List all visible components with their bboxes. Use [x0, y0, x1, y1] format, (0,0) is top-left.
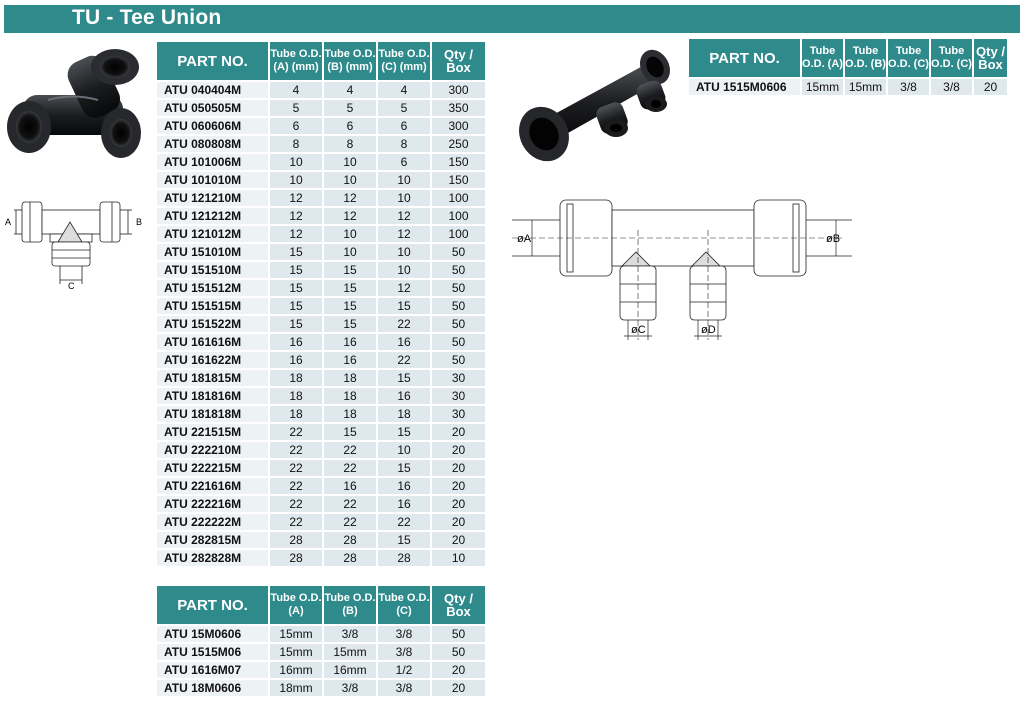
table-cell: 22 — [378, 316, 430, 332]
table-cell: 10 — [324, 226, 376, 242]
table-cell: 12 — [378, 280, 430, 296]
part-number-cell: ATU 121012M — [157, 226, 268, 242]
table-cell: 16 — [270, 352, 322, 368]
table-cell: 8 — [270, 136, 322, 152]
table-cell: 15 — [378, 532, 430, 548]
table-cell: 15mm — [270, 626, 322, 642]
table-cell: 16 — [378, 496, 430, 512]
table-row — [157, 442, 485, 458]
table-row — [157, 208, 485, 224]
part-number-cell: ATU 15M0606 — [157, 626, 268, 642]
table-cell: 8 — [324, 136, 376, 152]
header-tube-c: Tube O.D. (C) — [378, 586, 430, 624]
table-row — [157, 662, 485, 678]
table-cell: 10 — [324, 154, 376, 170]
header-part-no: PART NO. — [157, 42, 268, 80]
table-cell: 100 — [432, 226, 485, 242]
table-cell: 20 — [432, 680, 485, 696]
table-header-row — [157, 42, 485, 80]
part-number-cell: ATU 151522M — [157, 316, 268, 332]
table-cell: 5 — [378, 100, 430, 116]
table-cell: 20 — [432, 478, 485, 494]
part-number-cell: ATU 060606M — [157, 118, 268, 134]
table-row — [157, 226, 485, 242]
table-cell: 50 — [432, 298, 485, 314]
table-cell: 4 — [378, 82, 430, 98]
table-cell: 15 — [378, 298, 430, 314]
table-row — [157, 460, 485, 476]
header-part-no: PART NO. — [689, 39, 800, 77]
part-number-cell: ATU 222210M — [157, 442, 268, 458]
manifold-table — [687, 37, 1009, 97]
table-row — [157, 514, 485, 530]
header-tube-c: Tube O.D. (C) — [888, 39, 929, 77]
part-number-cell: ATU 1616M07 — [157, 662, 268, 678]
table-cell: 20 — [432, 514, 485, 530]
table-cell: 18 — [270, 370, 322, 386]
table-cell: 15 — [324, 424, 376, 440]
table-row — [157, 680, 485, 696]
header-part-no: PART NO. — [157, 586, 268, 624]
table-cell: 12 — [324, 190, 376, 206]
table-cell: 22 — [324, 496, 376, 512]
table-row — [157, 172, 485, 188]
table-cell: 15 — [270, 298, 322, 314]
table-cell: 3/8 — [324, 626, 376, 642]
table-cell: 10 — [378, 244, 430, 260]
table-row — [157, 154, 485, 170]
table-cell: 16 — [324, 334, 376, 350]
table-cell: 150 — [432, 172, 485, 188]
table-cell: 150 — [432, 154, 485, 170]
manifold-diagram — [512, 190, 857, 350]
table-row — [157, 100, 485, 116]
table-row — [157, 334, 485, 350]
manifold-label-c: øC — [631, 324, 646, 336]
table-body — [689, 79, 1007, 95]
table-header-row — [157, 586, 485, 624]
part-number-cell: ATU 151515M — [157, 298, 268, 314]
table-cell: 15 — [324, 298, 376, 314]
table-cell: 4 — [270, 82, 322, 98]
part-number-cell: ATU 040404M — [157, 82, 268, 98]
part-number-cell: ATU 151010M — [157, 244, 268, 260]
table-cell: 15 — [270, 262, 322, 278]
table-cell: 15 — [270, 244, 322, 260]
table-cell: 300 — [432, 118, 485, 134]
table-cell: 28 — [324, 532, 376, 548]
table-row — [157, 316, 485, 332]
table-cell: 15 — [270, 316, 322, 332]
table-cell: 22 — [270, 496, 322, 512]
table-cell: 15 — [378, 460, 430, 476]
part-number-cell: ATU 151510M — [157, 262, 268, 278]
table-cell: 15mm — [845, 79, 886, 95]
page-title: TU - Tee Union — [72, 6, 222, 29]
table-cell: 18mm — [270, 680, 322, 696]
table-row — [157, 82, 485, 98]
table-cell: 16mm — [324, 662, 376, 678]
part-number-cell: ATU 151512M — [157, 280, 268, 296]
table-cell: 15 — [324, 280, 376, 296]
header-tube-b: Tube O.D. (B) — [845, 39, 886, 77]
table-cell: 30 — [432, 406, 485, 422]
header-qty-box: Qty / Box — [432, 586, 485, 624]
table-cell: 6 — [270, 118, 322, 134]
table-cell: 22 — [324, 460, 376, 476]
table-cell: 50 — [432, 316, 485, 332]
part-number-cell: ATU 121210M — [157, 190, 268, 206]
table-row — [157, 644, 485, 660]
table-cell: 16mm — [270, 662, 322, 678]
table-cell: 20 — [432, 532, 485, 548]
tee-union-diagram — [0, 192, 152, 292]
header-tube-a: Tube O.D. (A) — [270, 586, 322, 624]
table-cell: 4 — [324, 82, 376, 98]
table-cell: 12 — [270, 226, 322, 242]
table-cell: 22 — [270, 424, 322, 440]
table-cell: 5 — [270, 100, 322, 116]
table-cell: 15 — [324, 316, 376, 332]
table-cell: 18 — [324, 406, 376, 422]
tee-union-metric-table — [155, 40, 487, 568]
header-tube-b: Tube O.D. (B) (mm) — [324, 42, 376, 80]
table-cell: 15mm — [324, 644, 376, 660]
table-cell: 50 — [432, 352, 485, 368]
table-cell: 18 — [324, 388, 376, 404]
table-cell: 15mm — [270, 644, 322, 660]
table-cell: 20 — [432, 442, 485, 458]
table-cell: 5 — [324, 100, 376, 116]
table-cell: 22 — [324, 442, 376, 458]
table-row — [157, 496, 485, 512]
diagram-label-b: B — [136, 217, 143, 227]
table-cell: 10 — [378, 442, 430, 458]
part-number-cell: ATU 181816M — [157, 388, 268, 404]
table-cell: 250 — [432, 136, 485, 152]
table-cell: 16 — [270, 334, 322, 350]
table-cell: 18 — [378, 406, 430, 422]
table-cell: 22 — [378, 514, 430, 530]
table-row — [157, 280, 485, 296]
table-cell: 50 — [432, 262, 485, 278]
table-cell: 28 — [270, 532, 322, 548]
header-qty-box: Qty / Box — [432, 42, 485, 80]
header-tube-c2: Tube O.D. (C) — [931, 39, 972, 77]
manifold-label-b: øB — [826, 233, 841, 245]
header-tube-b: Tube O.D. (B) — [324, 586, 376, 624]
table-cell: 30 — [432, 370, 485, 386]
table-cell: 50 — [432, 644, 485, 660]
part-number-cell: ATU 101006M — [157, 154, 268, 170]
table-cell: 16 — [378, 334, 430, 350]
table-cell: 20 — [432, 662, 485, 678]
table-cell: 12 — [378, 208, 430, 224]
table-row — [157, 424, 485, 440]
table-row — [157, 244, 485, 260]
table-cell: 50 — [432, 334, 485, 350]
table-cell: 18 — [270, 406, 322, 422]
part-number-cell: ATU 1515M06 — [157, 644, 268, 660]
table-cell: 50 — [432, 626, 485, 642]
table-cell: 20 — [432, 424, 485, 440]
table-cell: 50 — [432, 244, 485, 260]
manifold-label-a: øA — [517, 233, 532, 245]
header-tube-c: Tube O.D. (C) (mm) — [378, 42, 430, 80]
header-qty-box: Qty / Box — [974, 39, 1007, 77]
part-number-cell: ATU 181815M — [157, 370, 268, 386]
diagram-label-a: A — [5, 217, 12, 227]
table-cell: 6 — [378, 154, 430, 170]
table-cell: 20 — [432, 460, 485, 476]
part-number-cell: ATU 18M0606 — [157, 680, 268, 696]
table-cell: 3/8 — [378, 644, 430, 660]
table-cell: 28 — [270, 550, 322, 566]
table-cell: 15 — [270, 280, 322, 296]
table-cell: 10 — [378, 262, 430, 278]
diagram-label-c: C — [68, 281, 75, 291]
table-cell: 100 — [432, 208, 485, 224]
part-number-cell: ATU 222222M — [157, 514, 268, 530]
part-number-cell: ATU 050505M — [157, 100, 268, 116]
table-cell: 15 — [378, 370, 430, 386]
part-number-cell: ATU 222216M — [157, 496, 268, 512]
table-cell: 22 — [270, 442, 322, 458]
table-cell: 3/8 — [324, 680, 376, 696]
table-row — [157, 136, 485, 152]
part-number-cell: ATU 101010M — [157, 172, 268, 188]
part-number-cell: ATU 222215M — [157, 460, 268, 476]
table-cell: 20 — [432, 496, 485, 512]
table-cell: 28 — [324, 550, 376, 566]
table-cell: 10 — [378, 172, 430, 188]
table-cell: 6 — [378, 118, 430, 134]
table-row — [157, 298, 485, 314]
table-cell: 8 — [378, 136, 430, 152]
table-cell: 3/8 — [931, 79, 972, 95]
tee-union-mixed-table — [155, 584, 487, 698]
table-header-row — [689, 39, 1007, 77]
table-cell: 300 — [432, 82, 485, 98]
table-row — [157, 406, 485, 422]
table-row — [157, 532, 485, 548]
table-row — [157, 550, 485, 566]
table-cell: 12 — [270, 190, 322, 206]
table-row — [157, 388, 485, 404]
table-cell: 350 — [432, 100, 485, 116]
table-cell: 16 — [324, 478, 376, 494]
table-cell: 10 — [324, 244, 376, 260]
table-cell: 1/2 — [378, 662, 430, 678]
table-row — [157, 370, 485, 386]
table-cell: 6 — [324, 118, 376, 134]
table-cell: 22 — [270, 514, 322, 530]
table-row — [157, 352, 485, 368]
table-row — [157, 626, 485, 642]
table-cell: 10 — [270, 172, 322, 188]
table-cell: 10 — [270, 154, 322, 170]
table-cell: 12 — [324, 208, 376, 224]
table-cell: 16 — [378, 478, 430, 494]
table-cell: 15mm — [802, 79, 843, 95]
table-row — [157, 262, 485, 278]
part-number-cell: ATU 282815M — [157, 532, 268, 548]
table-cell: 12 — [270, 208, 322, 224]
table-row — [689, 79, 1007, 95]
table-cell: 3/8 — [888, 79, 929, 95]
table-cell: 3/8 — [378, 626, 430, 642]
table-cell: 20 — [974, 79, 1007, 95]
part-number-cell: ATU 181818M — [157, 406, 268, 422]
table-cell: 30 — [432, 388, 485, 404]
table-cell: 18 — [270, 388, 322, 404]
part-number-cell: ATU 080808M — [157, 136, 268, 152]
table-cell: 15 — [378, 424, 430, 440]
table-cell: 22 — [378, 352, 430, 368]
table-row — [157, 478, 485, 494]
table-cell: 18 — [324, 370, 376, 386]
table-cell: 15 — [324, 262, 376, 278]
table-cell: 10 — [324, 172, 376, 188]
table-body — [157, 82, 485, 566]
tee-union-photo — [3, 45, 153, 165]
header-tube-a: Tube O.D. (A) — [802, 39, 843, 77]
part-number-cell: ATU 282828M — [157, 550, 268, 566]
title-bar — [4, 5, 1020, 33]
table-cell: 50 — [432, 280, 485, 296]
table-cell: 100 — [432, 190, 485, 206]
part-number-cell: ATU 161622M — [157, 352, 268, 368]
part-number-cell: ATU 161616M — [157, 334, 268, 350]
table-cell: 22 — [324, 514, 376, 530]
table-body — [157, 626, 485, 696]
manifold-label-d: øD — [701, 324, 716, 336]
header-tube-a: Tube O.D. (A) (mm) — [270, 42, 322, 80]
table-cell: 22 — [270, 478, 322, 494]
manifold-photo — [510, 42, 680, 167]
part-number-cell: ATU 221515M — [157, 424, 268, 440]
table-row — [157, 190, 485, 206]
table-cell: 12 — [378, 226, 430, 242]
table-cell: 16 — [324, 352, 376, 368]
table-cell: 16 — [378, 388, 430, 404]
part-number-cell: ATU 1515M0606 — [689, 79, 800, 95]
table-cell: 28 — [378, 550, 430, 566]
table-cell: 3/8 — [378, 680, 430, 696]
part-number-cell: ATU 221616M — [157, 478, 268, 494]
table-cell: 22 — [270, 460, 322, 476]
table-cell: 10 — [378, 190, 430, 206]
table-cell: 10 — [432, 550, 485, 566]
part-number-cell: ATU 121212M — [157, 208, 268, 224]
table-row — [157, 118, 485, 134]
